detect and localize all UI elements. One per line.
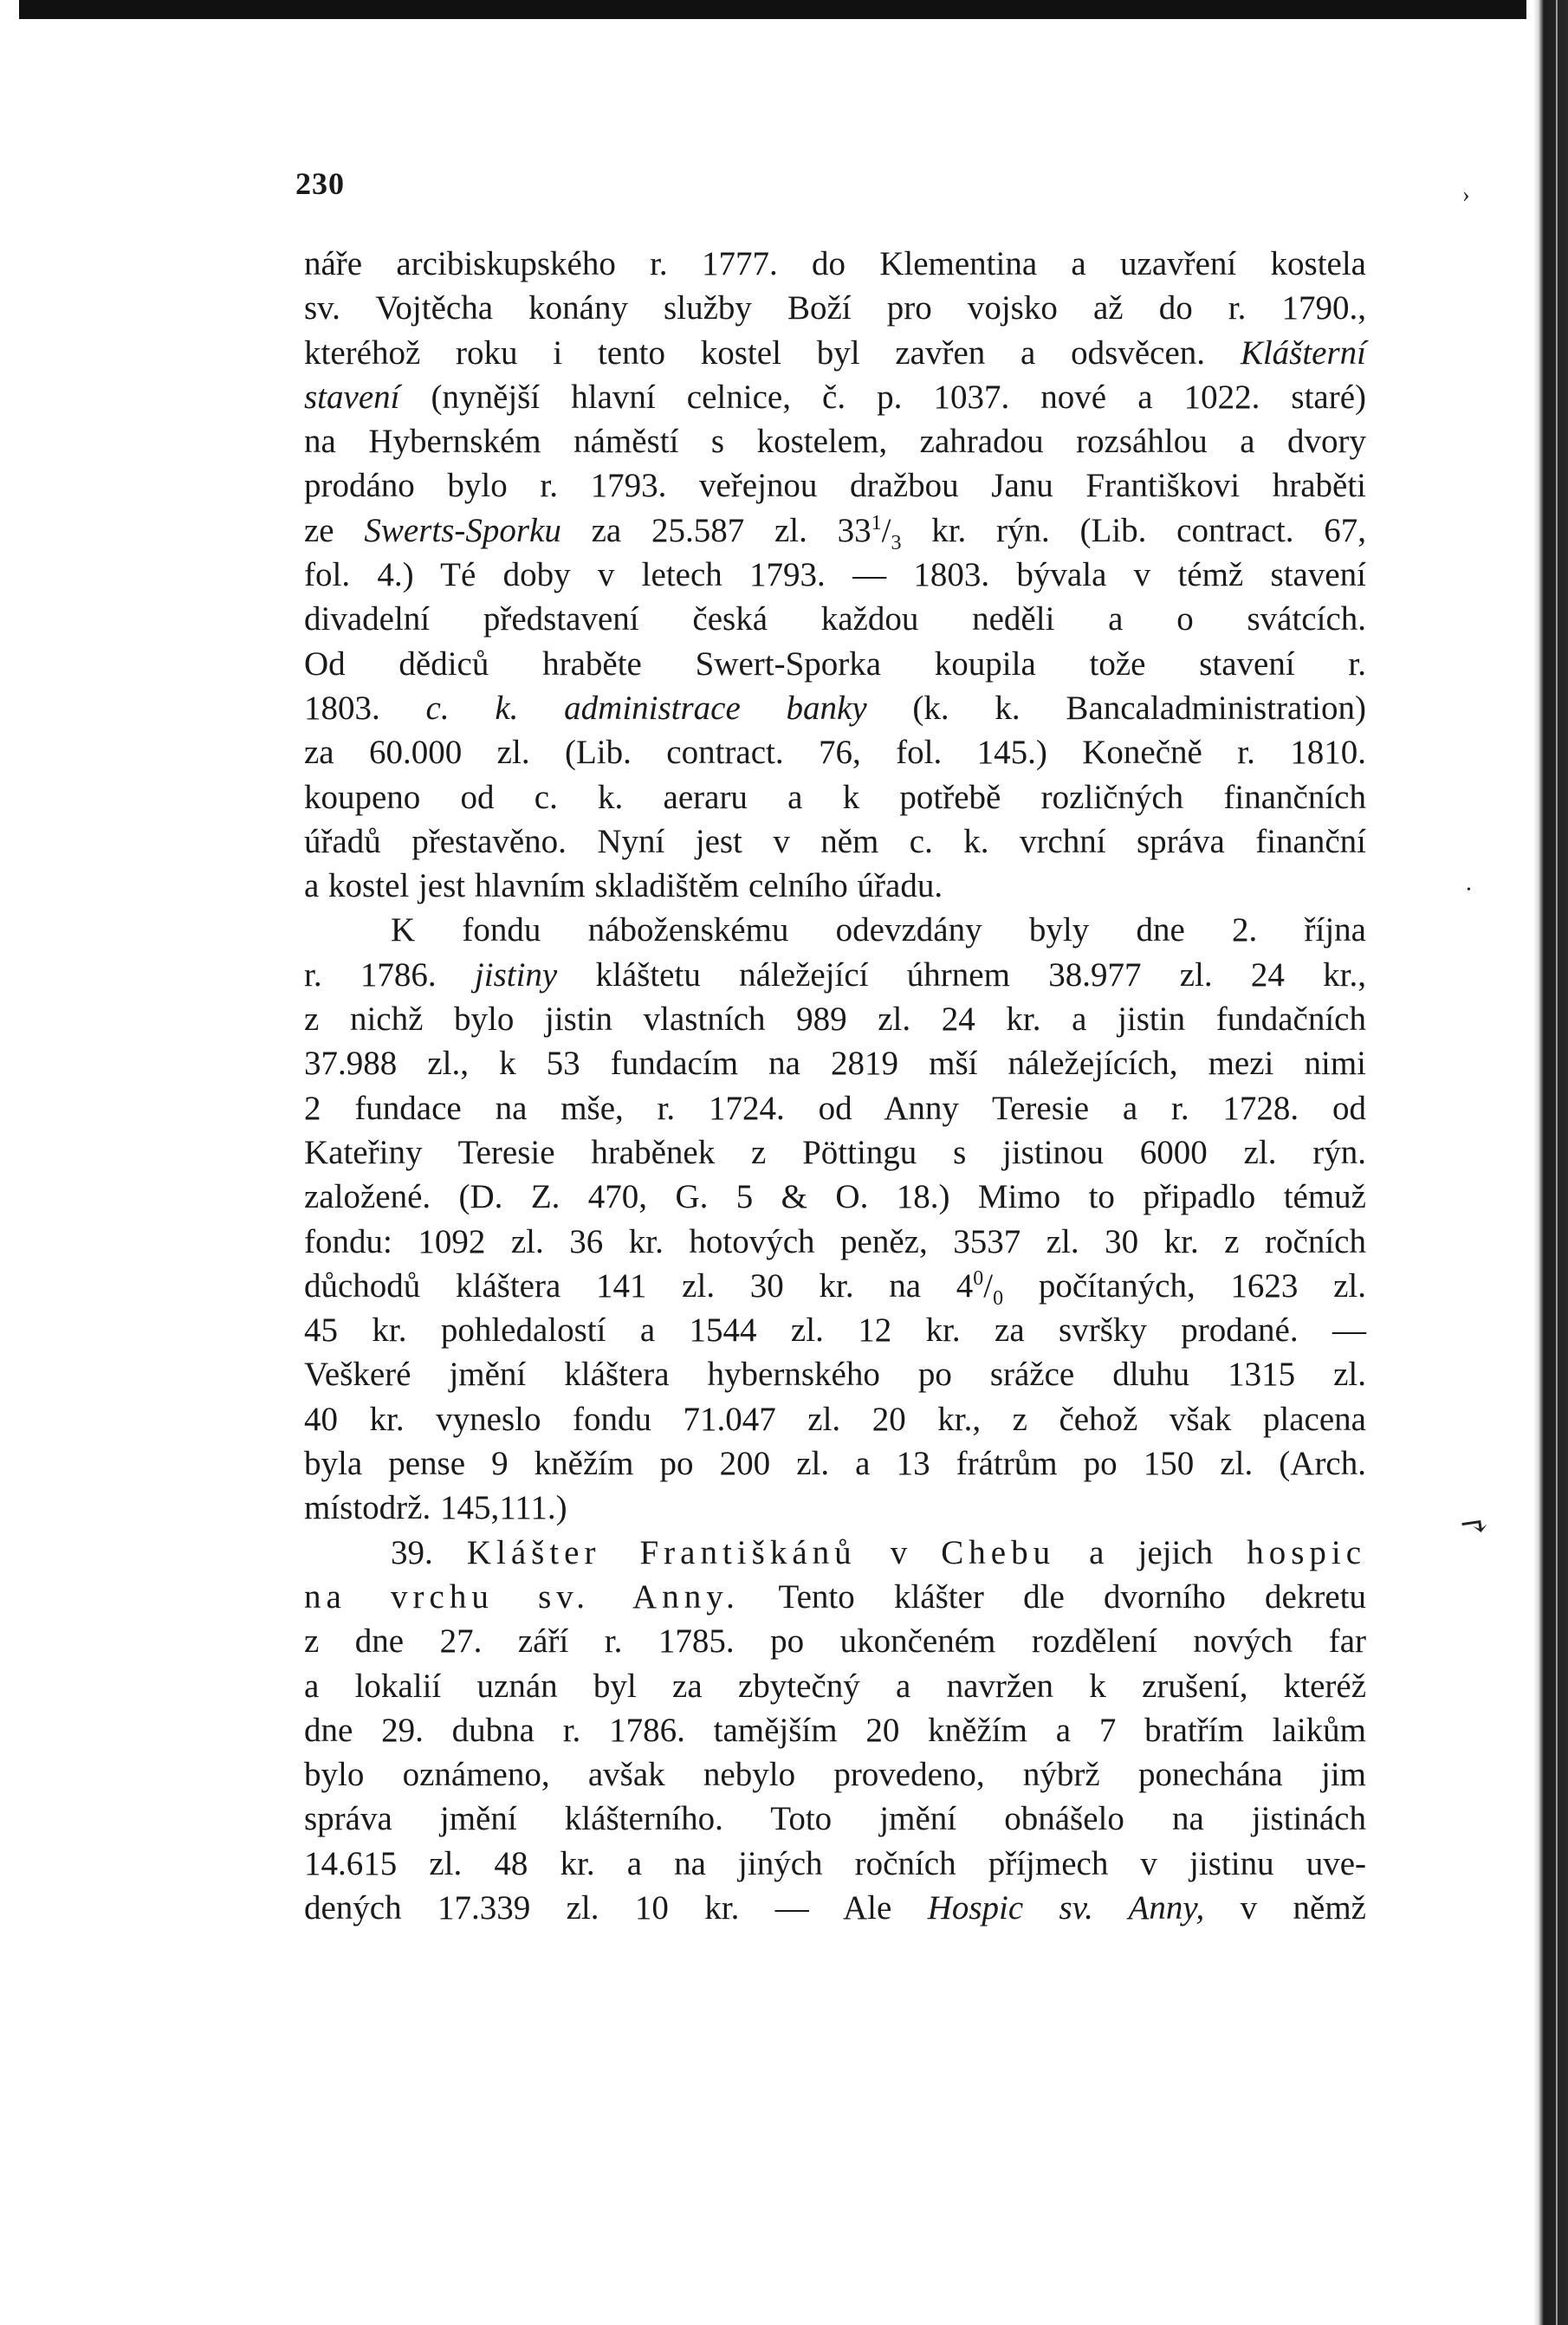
- text-line: [304, 331, 1366, 375]
- text-line: [304, 1842, 1366, 1886]
- text-line: [304, 642, 1366, 686]
- text-segment: a lokalií uznán byl za zbytečný a navržen k zrušení, kteréž: [304, 1667, 1366, 1705]
- text-segment: byla pense 9 kněžím po 200 zl. a 13 frátrům po 150 zl. (Arch.: [304, 1445, 1366, 1483]
- text-segment: Tento klášter dle dvorního dekretu: [739, 1577, 1366, 1616]
- spaced-text: hospic: [1247, 1533, 1367, 1571]
- text-segment: prodáno bylo r. 1793. veřejnou dražbou Janu Františkovi hraběti: [304, 467, 1366, 505]
- italic-text: stavení: [304, 378, 400, 416]
- text-segment: Veškeré jmění kláštera hybernského po srážce dluhu 1315 zl.: [304, 1356, 1366, 1394]
- text-segment: založené. (D. Z. 470, G. 5 & O. 18.) Mimo to připadlo témuž: [304, 1178, 1366, 1216]
- text-line: [304, 1130, 1366, 1175]
- text-line: [304, 730, 1366, 774]
- text-segment: v: [856, 1533, 942, 1571]
- text-line: [304, 819, 1366, 864]
- text-segment: za 25.587 zl. 33: [560, 511, 871, 549]
- text-segment: bylo oznámeno, avšak nebylo provedeno, nýbrž ponechána jim: [304, 1756, 1366, 1794]
- text-line: [304, 1041, 1366, 1085]
- text-segment: K fondu náboženskému odevzdány byly dne 2. října: [391, 911, 1366, 949]
- text-line: [304, 1175, 1366, 1219]
- text-segment: Od dědiců hraběte Swert-Sporka koupila tože stavení r.: [304, 644, 1366, 683]
- scan-speck: ›: [1462, 182, 1470, 207]
- text-segment: 39.: [391, 1533, 467, 1571]
- text-line: [304, 1086, 1366, 1130]
- text-line: [304, 1352, 1366, 1396]
- text-line: [304, 242, 1366, 286]
- body-text: [304, 242, 1366, 1930]
- text-segment: 45 kr. pohledalostí a 1544 zl. 12 kr. za svršky prodané. —: [304, 1311, 1366, 1350]
- text-segment: z dne 27. září r. 1785. po ukončeném rozdělení nových far: [304, 1622, 1366, 1661]
- spaced-text: na vrchu sv. Anny.: [304, 1577, 740, 1616]
- subscript: 3: [891, 531, 902, 554]
- text-line: [304, 997, 1366, 1041]
- italic-text: Swerts-Sporku: [364, 511, 561, 549]
- spaced-text: Chebu: [941, 1533, 1056, 1571]
- text-segment: kláštetu náležející úhrnem 38.977 zl. 24 kr.,: [557, 955, 1367, 994]
- text-segment: na Hybernském náměstí s kostelem, zahradou rozsáhlou a dvory: [304, 423, 1366, 461]
- spaced-text: Klášter Františkánů: [466, 1533, 857, 1571]
- text-line: [304, 775, 1366, 819]
- italic-text: jistiny: [474, 955, 558, 994]
- italic-text: Hospic sv. Anny,: [927, 1888, 1205, 1927]
- text-line: [304, 508, 1366, 553]
- text-segment: v němž: [1204, 1888, 1366, 1927]
- scan-speck: ⬎: [1458, 1506, 1491, 1548]
- text-segment: (k. k. Bancaladministration): [866, 689, 1366, 727]
- italic-text: Klášterní: [1240, 334, 1366, 372]
- text-line: [304, 286, 1366, 330]
- text-line: [304, 864, 1366, 908]
- text-line: [304, 1752, 1366, 1797]
- text-segment: úřadů přestavěno. Nyní jest v něm c. k. vrchní správa finanční: [304, 822, 1366, 860]
- text-line: [304, 1531, 1366, 1575]
- subscript: 0: [993, 1286, 1004, 1310]
- text-segment: dených 17.339 zl. 10 kr. — Ale: [304, 1888, 928, 1927]
- text-line: [304, 1708, 1366, 1752]
- scan-border-top: [19, 0, 1568, 19]
- text-line: [304, 1441, 1366, 1486]
- text-line: [304, 375, 1366, 419]
- text-segment: divadelní představení česká každou neděli a o svátcích.: [304, 600, 1366, 638]
- scan-speck: •: [1467, 884, 1471, 897]
- text-line: [304, 686, 1366, 730]
- text-segment: místodrž. 145,111.): [304, 1489, 567, 1527]
- text-segment: fondu: 1092 zl. 36 kr. hotových peněz, 3537 zl. 30 kr. z ročních: [304, 1222, 1366, 1260]
- text-line: [304, 1575, 1366, 1619]
- scan-border-right: [1526, 0, 1568, 2325]
- text-segment: sv. Vojtěcha konány služby Boží pro vojsko až do r. 1790.,: [304, 289, 1366, 327]
- text-line: [304, 1264, 1366, 1308]
- text-line: [304, 463, 1366, 508]
- text-segment: z nichž bylo jistin vlastních 989 zl. 24 kr. a jistin fundačních: [304, 1001, 1366, 1039]
- text-line: [304, 1308, 1366, 1352]
- text-segment: (nynější hlavní celnice, č. p. 1037. nové a 1022. staré): [399, 378, 1366, 416]
- text-line: [304, 1220, 1366, 1264]
- text-line: [304, 908, 1366, 952]
- text-segment: kr. rýn. (Lib. contract. 67,: [901, 511, 1367, 549]
- text-segment: 14.615 zl. 48 kr. a na jiných ročních příjmech v jistinu uve-: [304, 1844, 1366, 1882]
- text-segment: dne 29. dubna r. 1786. tamějším 20 kněžím a 7 bratřím laikům: [304, 1711, 1366, 1749]
- text-segment: a kostel jest hlavním skladištěm celního úřadu.: [304, 867, 943, 905]
- text-segment: důchodů kláštera 141 zl. 30 kr. na 4: [304, 1266, 974, 1305]
- text-line: [304, 1797, 1366, 1841]
- text-segment: 37.988 zl., k 53 fundacím na 2819 mší náležejících, mezi nimi: [304, 1045, 1366, 1083]
- text-segment: a jejich: [1055, 1533, 1247, 1571]
- text-segment: za 60.000 zl. (Lib. contract. 76, fol. 145.) Konečně r. 1810.: [304, 734, 1366, 772]
- text-line: [304, 1619, 1366, 1663]
- text-segment: 1803.: [304, 689, 426, 727]
- italic-text: c. k. administrace banky: [425, 689, 867, 727]
- superscript: 0: [973, 1266, 984, 1290]
- text-segment: správa jmění klášterního. Toto jmění obnášelo na jistinách: [304, 1800, 1366, 1838]
- text-segment: /: [983, 1266, 994, 1305]
- text-segment: ze: [304, 511, 365, 549]
- text-segment: kteréhož roku i tento kostel byl zavřen a odsvěcen.: [304, 334, 1241, 372]
- text-line: [304, 419, 1366, 463]
- text-line: [304, 1397, 1366, 1441]
- page-number: 230: [295, 166, 345, 201]
- text-line: [304, 1486, 1366, 1530]
- text-line: [304, 553, 1366, 597]
- text-segment: náře arcibiskupského r. 1777. do Klementina a uzavření kostela: [304, 245, 1366, 282]
- text-line: [304, 1664, 1366, 1708]
- text-segment: koupeno od c. k. aeraru a k potřebě rozličných finančních: [304, 778, 1366, 816]
- superscript: 1: [871, 511, 882, 534]
- text-segment: fol. 4.) Té doby v letech 1793. — 1803. bývala v témž stavení: [304, 556, 1366, 594]
- text-segment: /: [881, 511, 891, 549]
- text-line: [304, 1886, 1366, 1930]
- text-segment: 40 kr. vyneslo fondu 71.047 zl. 20 kr., z čehož však placena: [304, 1400, 1366, 1438]
- text-segment: Kateřiny Teresie hraběnek z Pöttingu s jistinou 6000 zl. rýn.: [304, 1133, 1366, 1171]
- text-line: [304, 953, 1366, 997]
- text-segment: počítaných, 1623 zl.: [1003, 1266, 1366, 1305]
- text-line: [304, 597, 1366, 641]
- text-segment: r. 1786.: [304, 955, 475, 994]
- text-segment: 2 fundace na mše, r. 1724. od Anny Teresie a r. 1728. od: [304, 1089, 1366, 1127]
